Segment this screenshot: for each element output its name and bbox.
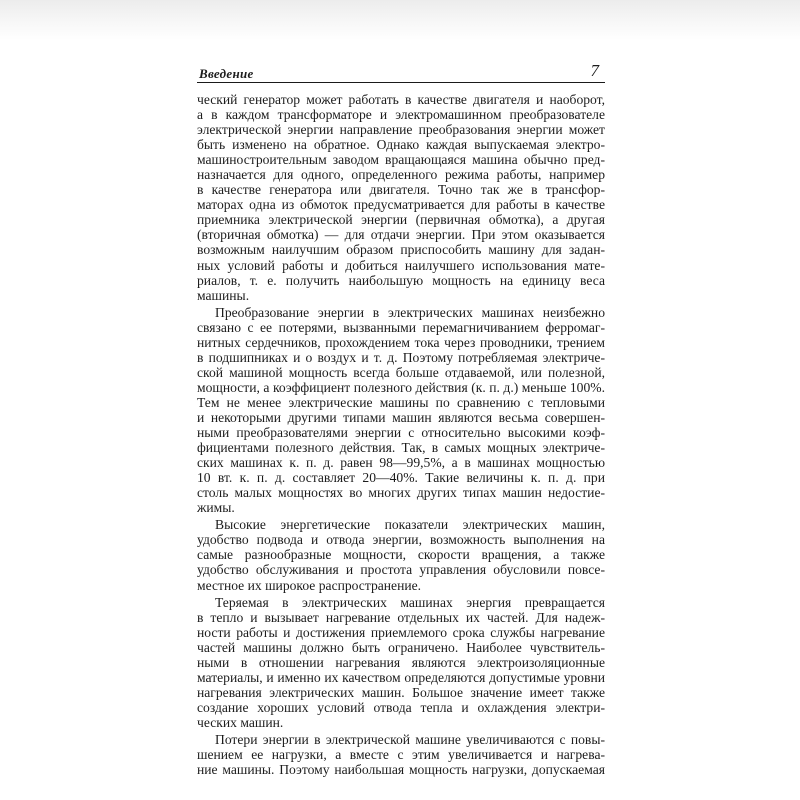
text-line: столь малых мощностях во многих других типах машин недостие- bbox=[197, 485, 605, 501]
paragraph-2 bbox=[197, 305, 605, 516]
text-line: частей машины должно быть ограничено. Наиболее чувствитель- bbox=[197, 639, 605, 655]
text-line: ческий генератор может работать в качестве двигателя и наоборот, bbox=[197, 92, 605, 107]
text-line: электрической энергии направление преобразования энергии может bbox=[197, 122, 605, 138]
text-line: 10 вт. к. п. д. составляет 20—40%. Такие величины к. п. д. при bbox=[197, 470, 605, 486]
text-line: создание хороших условий отвода тепла и охлаждения электри- bbox=[197, 699, 605, 715]
text-line: удобство подвода и отвода энергии, возможность выполнения на bbox=[197, 532, 605, 548]
paragraph-1 bbox=[197, 92, 605, 303]
page-number: 7 bbox=[590, 61, 599, 80]
text-line: (вторичная обмотка) — для отдачи энергии. При этом оказывается bbox=[197, 227, 605, 243]
text-line: ние машины. Поэтому наибольшая мощность нагрузки, допускаемая bbox=[197, 762, 605, 778]
text-line: шением ее нагрузки, а вместе с этим увеличивается и нагрева- bbox=[197, 747, 605, 763]
text-line: Потери энергии в электрической машине увеличиваются с повы- bbox=[215, 731, 605, 747]
text-line: фициентами полезного действия. Так, в самых мощных электриче- bbox=[197, 440, 605, 456]
text-line: Теряемая в электрических машинах энергия превращается bbox=[215, 594, 605, 610]
text-line: местное их широкое распространение. bbox=[197, 577, 422, 593]
text-line: машиностроительным заводом вращающаяся машина обычно пред- bbox=[197, 152, 605, 168]
text-line: ской машиной мощность всегда больше отдаваемой, или полезной, bbox=[197, 364, 605, 380]
paragraph-4 bbox=[197, 595, 605, 730]
running-header bbox=[197, 58, 605, 83]
text-line: в подшипниках и о воздух и т. д. Поэтому потребляемая электриче- bbox=[197, 349, 605, 365]
text-line: маторах одна из обмоток предусматривается для работы в качестве bbox=[197, 197, 605, 213]
text-line: ских машинах к. п. д. равен 98—99,5%, а в машинах мощностью bbox=[197, 455, 605, 471]
text-line: назначается для одного, определенного режима работы, например bbox=[197, 167, 605, 183]
text-line: мощности, а коэффициент полезного действия (к. п. д.) меньше 100%. bbox=[197, 379, 605, 395]
scan-edge-shadow bbox=[0, 0, 800, 40]
text-line: Высокие энергетические показатели электрических машин, bbox=[215, 517, 605, 533]
text-line: возможным наилучшим образом приспособить машину для задан- bbox=[197, 242, 605, 258]
text-line: ными преобразователями энергии с относительно высокими коэф- bbox=[197, 425, 605, 441]
text-line: в качестве генератора или двигателя. Точно так же в трансфор- bbox=[197, 182, 605, 198]
text-line: нитных сердечников, прохождением тока через проводники, трением bbox=[197, 334, 605, 350]
section-title: Введение bbox=[199, 66, 254, 81]
body-text bbox=[197, 92, 605, 777]
text-line: а в каждом трансформаторе и электромашинном преобразователе bbox=[197, 107, 605, 123]
text-line: ными в отношении нагревания являются электроизоляционные bbox=[197, 654, 605, 670]
text-line: связано с ее потерями, вызванными перемагничиванием ферромаг- bbox=[197, 319, 605, 335]
paragraph-3 bbox=[197, 517, 605, 592]
book-page bbox=[197, 58, 605, 777]
text-line: и некоторыми другими типами машин являются весьма совершен- bbox=[197, 409, 605, 425]
text-line: жимы. bbox=[197, 500, 235, 516]
text-line: ных условий работы и добиться наилучшего использования мате- bbox=[197, 257, 605, 273]
text-line: ческих машин. bbox=[197, 714, 284, 730]
paragraph-5 bbox=[197, 732, 605, 777]
text-line: Тем не менее электрические машины по сравнению с тепловыми bbox=[197, 394, 605, 410]
text-line: машины. bbox=[197, 287, 250, 303]
text-line: в тепло и вызывает нагревание отдельных их частей. Для надеж- bbox=[197, 609, 605, 625]
text-line: ности работы и достижения приемлемого срока службы нагревание bbox=[197, 624, 605, 640]
text-line: удобство обслуживания и простота управления обусловили повсе- bbox=[197, 562, 605, 578]
text-line: риалов, т. е. получить наибольшую мощность на единицу веса bbox=[197, 272, 605, 288]
text-line: материалы, и именно их качеством определяются допустимые уровни bbox=[197, 669, 605, 685]
text-line: Преобразование энергии в электрических машинах неизбежно bbox=[215, 304, 605, 320]
text-line: нагревания электрических машин. Большое значение имеет также bbox=[197, 684, 605, 700]
text-line: приемника электрической энергии (первичная обмотка), а другая bbox=[197, 212, 605, 228]
text-line: быть изменено на обратное. Однако каждая выпускаемая электро- bbox=[197, 137, 605, 153]
text-line: самые разнообразные мощности, скорости вращения, а также bbox=[197, 547, 605, 563]
